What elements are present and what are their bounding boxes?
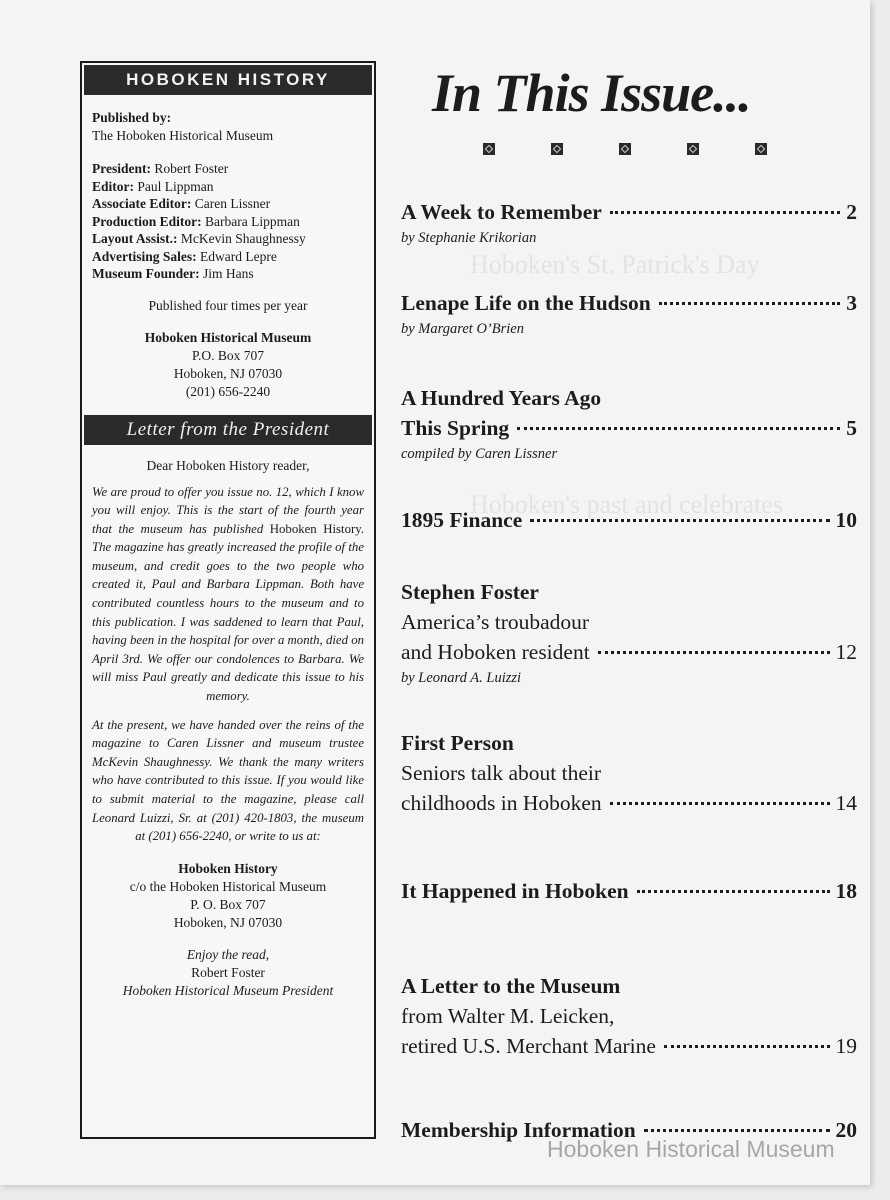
staff-row: Layout Assist.: McKevin Shaughnessy bbox=[92, 231, 306, 246]
letter-paragraph-2: At the present, we have handed over the reins of the magazine to Caren Lissner and museum trustee McKevin Shaughnessy. We thank the many writers who have contributed to this issue. If you would like to submit material to the magazine, please call Leonard Luizzi, Sr. at (201) 420-1803, the museum at (201) 656-2240, or write to us at: bbox=[92, 717, 364, 844]
toc-entry[interactable]: Lenape Life on the Hudson 3 by Margaret O’Brien bbox=[401, 288, 857, 340]
page-number: 3 bbox=[846, 291, 857, 315]
show-through-text: Hoboken's St. Patrick's Day bbox=[470, 250, 760, 279]
masthead-title: HOBOKEN HISTORY bbox=[84, 65, 372, 95]
page-number: 10 bbox=[835, 508, 857, 532]
byline: compiled by Caren Lissner bbox=[401, 446, 558, 462]
toc-entry[interactable]: First Person Seniors talk about their childhoods in Hoboken 14 bbox=[401, 728, 857, 818]
diamond-bullet-icon bbox=[551, 143, 563, 155]
publisher-name: The Hoboken Historical Museum bbox=[92, 127, 274, 143]
page-number: 14 bbox=[835, 791, 857, 815]
masthead-box bbox=[80, 61, 376, 1139]
staff-row: President: Robert Foster bbox=[92, 161, 229, 176]
toc-entry[interactable]: A Week to Remember 2 by Stephanie Krikorian bbox=[401, 197, 857, 249]
staff-row: Production Editor: Barbara Lippman bbox=[92, 213, 300, 229]
toc-entry[interactable]: Stephen Foster America’s troubadour and Hoboken resident 12 by Leonard A. Luizzi bbox=[401, 577, 857, 689]
diamond-bullet-icon bbox=[619, 143, 631, 155]
letter-salutation: Dear Hoboken History reader, bbox=[146, 457, 310, 473]
byline: by Stephanie Krikorian bbox=[401, 230, 537, 246]
show-through-text: Hoboken's past and celebrates bbox=[470, 490, 783, 519]
address-phone: (201) 656-2240 bbox=[185, 383, 271, 399]
byline: by Margaret O’Brien bbox=[401, 321, 524, 337]
toc-entry[interactable]: A Letter to the Museum from Walter M. Leicken, retired U.S. Merchant Marine 19 bbox=[401, 971, 857, 1061]
magazine-name: Hoboken History. bbox=[269, 521, 365, 536]
staff-list bbox=[82, 95, 374, 283]
page-number: 20 bbox=[835, 1118, 857, 1142]
letter-paragraph-1: We are proud to offer you issue no. 12, which I know you will enjoy. This is the start of the fourth year that the museum has published Hoboken History. The magazine has greatly increased the profile of the museum, and credit goes to the two people who created it, Paul and Barbara Lippman. Both have contributed countless hours to the museum and to this publication. I was saddened to learn that Paul, having been in the hospital for over a month, died on April 3rd. We offer our condolences to Barbara. We will miss Paul greatly and dedicate this issue to his memory. bbox=[92, 484, 365, 704]
publication-frequency: Published four times per year bbox=[148, 297, 308, 313]
staff-row: Associate Editor: Caren Lissner bbox=[92, 196, 271, 211]
letter-signoff: Enjoy the read, Robert Foster Hoboken Historical Museum President bbox=[92, 946, 364, 1000]
toc-entry[interactable]: Membership Information 20 bbox=[401, 1115, 857, 1145]
published-by-label: Published by: bbox=[92, 110, 172, 125]
address-city: Hoboken, NJ 07030 bbox=[173, 365, 283, 381]
signer-name: Robert Foster bbox=[191, 964, 265, 980]
diamond-bullet-icon bbox=[687, 143, 699, 155]
toc-entry[interactable]: 1895 Finance 10 bbox=[401, 505, 857, 535]
diamond-bullet-icon bbox=[483, 143, 495, 155]
president-letter bbox=[82, 457, 374, 1000]
page-number: 12 bbox=[835, 640, 857, 664]
page-number: 19 bbox=[835, 1034, 857, 1058]
diamond-bullet-icon bbox=[755, 143, 767, 155]
page-number: 2 bbox=[846, 200, 857, 224]
address-box: P.O. Box 707 bbox=[191, 347, 264, 363]
byline: by Leonard A. Luizzi bbox=[401, 670, 522, 686]
footer-museum-name: Hoboken Historical Museum bbox=[547, 1136, 835, 1162]
toc-entry[interactable]: It Happened in Hoboken 18 bbox=[401, 876, 857, 906]
toc-entry[interactable]: A Hundred Years Ago This Spring 5 compiled by Caren Lissner bbox=[401, 383, 857, 465]
mailing-address: Hoboken History c/o the Hoboken Historical Museum P. O. Box 707 Hoboken, NJ 07030 bbox=[129, 860, 327, 930]
page-number: 5 bbox=[846, 416, 857, 440]
staff-row: Editor: Paul Lippman bbox=[92, 178, 214, 194]
staff-row: Advertising Sales: Edward Lepre bbox=[92, 248, 277, 264]
staff-row: Museum Founder: Jim Hans bbox=[92, 266, 254, 281]
page-number: 18 bbox=[835, 879, 857, 903]
letter-heading: Letter from the President bbox=[84, 415, 372, 445]
address-name: Hoboken Historical Museum bbox=[144, 329, 312, 345]
signer-title: Hoboken Historical Museum President bbox=[122, 982, 334, 998]
contents-title: In This Issue... bbox=[432, 63, 751, 123]
decorative-bullets bbox=[483, 143, 767, 155]
museum-address bbox=[82, 329, 374, 401]
